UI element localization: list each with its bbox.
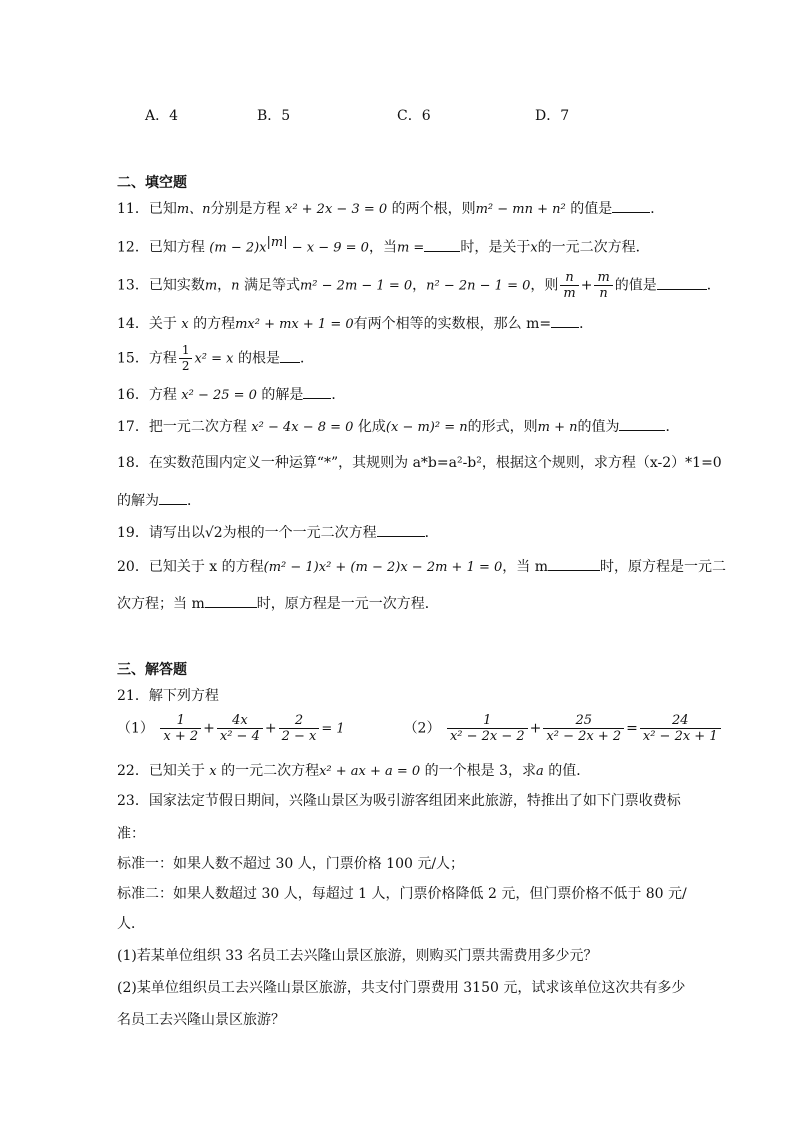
question-12 bbox=[117, 235, 650, 257]
q14-text-a: 14．关于 bbox=[117, 316, 177, 332]
fraction bbox=[279, 713, 320, 744]
denominator: m bbox=[563, 286, 576, 301]
question-23-line-8: 名员工去兴隆山景区旅游？ bbox=[117, 1012, 285, 1028]
q13-eq-a: m² − 2m − 1 = 0 bbox=[299, 278, 413, 294]
q13-text-c: ，则 bbox=[530, 277, 559, 294]
q11-expression: m² − mn + n² bbox=[475, 202, 566, 217]
question-20-line-1 bbox=[117, 556, 726, 576]
question-14 bbox=[117, 313, 593, 333]
q22-text-c: 的一个根是 3，求 bbox=[424, 763, 537, 779]
q17-m-plus-n: m + n bbox=[537, 420, 578, 435]
q17-equation: x² − 4x − 8 = 0 bbox=[251, 420, 354, 435]
q13-m: m bbox=[204, 278, 218, 294]
q13-text-b: 满足等式 bbox=[243, 277, 300, 294]
fraction bbox=[160, 713, 201, 744]
plus-sign: + bbox=[264, 720, 277, 737]
option-a: A．4 bbox=[145, 108, 179, 124]
q16-end: ． bbox=[331, 387, 346, 403]
q11-end: ． bbox=[650, 201, 665, 217]
numerator: 24 bbox=[640, 713, 721, 729]
answer-blank[interactable] bbox=[657, 277, 707, 290]
denominator: x + 2 bbox=[163, 729, 199, 744]
q20-equation: (m² − 1)x² + (m − 2)x − 2m + 1 = 0 bbox=[263, 560, 503, 575]
numerator: 1 bbox=[447, 713, 528, 729]
question-23-line-3: 标准一：如果人数不超过 30 人，门票价格 100 元/人； bbox=[117, 856, 465, 872]
option-d: D．7 bbox=[535, 108, 570, 124]
question-11 bbox=[117, 198, 664, 218]
denominator: n bbox=[599, 286, 608, 301]
denominator: x² − 4 bbox=[219, 729, 260, 744]
q12-text-d: 的一元二次方程． bbox=[537, 239, 650, 256]
q20-text-b: ，当 m bbox=[502, 559, 549, 575]
q16-equation: x² − 25 = 0 bbox=[181, 388, 257, 403]
q15-text-a: 15．方程 bbox=[117, 350, 177, 367]
q11-text-b: 分别是方程 bbox=[210, 201, 281, 217]
section-title-solutions: 三、解答题 bbox=[117, 662, 187, 678]
option-b: B．5 bbox=[257, 108, 291, 124]
q11-text-a: 11．已知 bbox=[117, 201, 177, 217]
fraction bbox=[543, 713, 624, 744]
question-23-line-5: 人． bbox=[117, 916, 145, 932]
q22-text-d: 的值． bbox=[548, 763, 591, 779]
fraction-one-half bbox=[179, 343, 193, 374]
q11-text-c: 的两个根，则 bbox=[391, 201, 476, 217]
denominator: x² − 2x + 2 bbox=[546, 729, 622, 744]
denominator: x² − 2x − 2 bbox=[449, 729, 525, 744]
q12-x: x bbox=[530, 240, 538, 256]
q19-text-b: 为根的一个一元二次方程 bbox=[222, 525, 377, 541]
q21-part-2-label: （2） bbox=[403, 720, 441, 737]
q12-eq-pre: (m − 2)x bbox=[209, 240, 267, 256]
denominator: x² − 2x + 1 bbox=[642, 729, 718, 744]
q12-text-b: ，当 bbox=[368, 239, 397, 256]
fraction bbox=[217, 713, 263, 744]
question-23-line-1: 23．国家法定节假日期间，兴隆山景区为吸引游客组团来此旅游，特推出了如下门票收费标 bbox=[117, 793, 681, 809]
answer-blank[interactable] bbox=[303, 386, 331, 399]
q12-m-eq: m = bbox=[396, 240, 425, 256]
q11-text-d: 的值是 bbox=[570, 201, 613, 217]
equals-one: = 1 bbox=[321, 721, 345, 737]
question-21-equations bbox=[117, 713, 723, 744]
denominator: 2 − x bbox=[281, 729, 317, 744]
fraction bbox=[447, 713, 528, 744]
q11-equation: x² + 2x − 3 = 0 bbox=[284, 202, 388, 217]
q13-eq-b: n² − 2n − 1 = 0 bbox=[426, 278, 531, 294]
question-13: 13．已知实数m，n 满足等式m² − 2m − 1 = 0，n² − 2n − 1 = 0，则 $\frac{n}{m}$ + $\frac{m}{n}$ 的值是 ． bbox=[117, 270, 721, 301]
numerator: 2 bbox=[279, 713, 320, 729]
q21-part-1-label: （1） bbox=[117, 720, 154, 737]
q19-end: ． bbox=[424, 525, 439, 541]
q15-equation: x² = x bbox=[194, 351, 234, 367]
section-title-fill-in: 二、填空题 bbox=[117, 175, 187, 191]
plus-sign: + bbox=[203, 720, 215, 737]
answer-blank[interactable] bbox=[424, 239, 460, 252]
numerator: 4x bbox=[217, 713, 263, 729]
q12-eq-exp: |m| bbox=[266, 235, 288, 250]
question-19 bbox=[117, 522, 439, 542]
answer-blank[interactable] bbox=[619, 418, 665, 431]
denominator: 2 bbox=[181, 359, 190, 373]
fraction bbox=[640, 713, 721, 744]
q15-end: ． bbox=[299, 350, 314, 367]
numerator: 1 bbox=[179, 343, 193, 359]
q18-end: ． bbox=[187, 493, 201, 509]
numerator: 25 bbox=[543, 713, 624, 729]
fraction-m-over-n bbox=[594, 270, 612, 301]
numerator: m bbox=[594, 270, 612, 286]
question-16 bbox=[117, 384, 345, 404]
q19-text-a: 19．请写出以 bbox=[117, 525, 205, 541]
q22-text-b: 的一元二次方程 bbox=[221, 763, 320, 779]
q14-equation: mx² + mx + 1 = 0 bbox=[235, 317, 354, 332]
question-20-line-2 bbox=[117, 593, 439, 613]
answer-blank[interactable] bbox=[377, 524, 425, 537]
numerator: n bbox=[560, 270, 578, 286]
plus-sign: + bbox=[580, 277, 593, 294]
question-23-line-7: (2)某单位组织员工去兴隆山景区旅游，共支付门票费用 3150 元，试求该单位这次共有多少 bbox=[117, 980, 686, 996]
q17-form: (x − m)² = n bbox=[385, 420, 468, 435]
q20-text-c: 时，原方程是一元二 bbox=[600, 559, 727, 575]
q17-text-c: 的形式，则 bbox=[467, 419, 538, 435]
q17-text-a: 17．把一元二次方程 bbox=[117, 419, 247, 435]
answer-blank[interactable] bbox=[551, 315, 579, 328]
question-22 bbox=[117, 760, 590, 780]
q13-n: n bbox=[231, 278, 240, 294]
option-c: C．6 bbox=[397, 108, 431, 124]
q15-text-b: 的根是 bbox=[237, 350, 280, 367]
q22-equation: x² + ax + a = 0 bbox=[319, 764, 421, 779]
q12-text-c: 时，是关于 bbox=[460, 239, 531, 256]
question-21-title: 21．解下列方程 bbox=[117, 688, 219, 704]
q12-text-a: 12．已知方程 bbox=[117, 239, 205, 256]
question-17 bbox=[117, 416, 679, 436]
q13-text-d: 的值是 bbox=[614, 277, 657, 294]
q17-text-b: 化成 bbox=[357, 419, 386, 435]
sqrt-two: √2 bbox=[204, 525, 223, 541]
q20-text-line2b: 时，原方程是一元一次方程． bbox=[256, 596, 439, 612]
answer-blank[interactable] bbox=[612, 200, 650, 213]
question-18-line-1: 18．在实数范围内定义一种运算“*”，其规则为 a*b=a²-b²，根据这个规则，求方程（x-2）*1=0 bbox=[117, 455, 722, 471]
q20-text-a: 20．已知关于 x 的方程 bbox=[117, 559, 264, 575]
question-23-line-4: 标准二：如果人数超过 30 人，每超过 1 人，门票价格降低 2 元，但门票价格不低于 80 元/ bbox=[117, 886, 687, 902]
answer-blank[interactable] bbox=[548, 558, 600, 571]
question-23-line-6: (1)若某单位组织 33 名员工去兴隆山景区旅游，则购买门票共需费用多少元？ bbox=[117, 948, 598, 964]
q16-text-b: 的解是 bbox=[261, 387, 304, 403]
q14-text-c: 有两个相等的实数根，那么 m= bbox=[353, 316, 552, 332]
question-23-line-2: 准： bbox=[117, 826, 145, 842]
q20-text-line2a: 次方程；当 m bbox=[117, 596, 205, 612]
numerator: 1 bbox=[160, 713, 201, 729]
q18-text: 的解为 bbox=[117, 493, 159, 509]
q17-end: ． bbox=[665, 419, 680, 435]
fraction-n-over-m bbox=[560, 270, 578, 301]
q22-a: a bbox=[536, 764, 544, 779]
question-18-line-2 bbox=[117, 490, 201, 510]
q14-end: ． bbox=[579, 316, 594, 332]
answer-blank[interactable] bbox=[159, 492, 187, 505]
q17-text-d: 的值为 bbox=[577, 419, 620, 435]
q13-text-a: 13．已知实数 bbox=[117, 277, 205, 294]
answer-blank[interactable] bbox=[280, 350, 300, 363]
q12-eq-post: − x − 9 = 0 bbox=[287, 240, 369, 256]
q22-text-a: 22．已知关于 bbox=[117, 763, 205, 779]
q14-text-b: 的方程 bbox=[193, 316, 236, 332]
q11-math-mn: m、n bbox=[176, 202, 211, 217]
answer-blank[interactable] bbox=[205, 595, 257, 608]
q14-x: x bbox=[181, 317, 189, 332]
q16-text-a: 16．方程 bbox=[117, 387, 177, 403]
q13-end: ． bbox=[706, 277, 721, 294]
q22-x: x bbox=[209, 764, 217, 779]
plus-sign: + bbox=[529, 720, 542, 737]
equals-sign: = bbox=[626, 720, 638, 737]
question-15 bbox=[117, 343, 314, 374]
